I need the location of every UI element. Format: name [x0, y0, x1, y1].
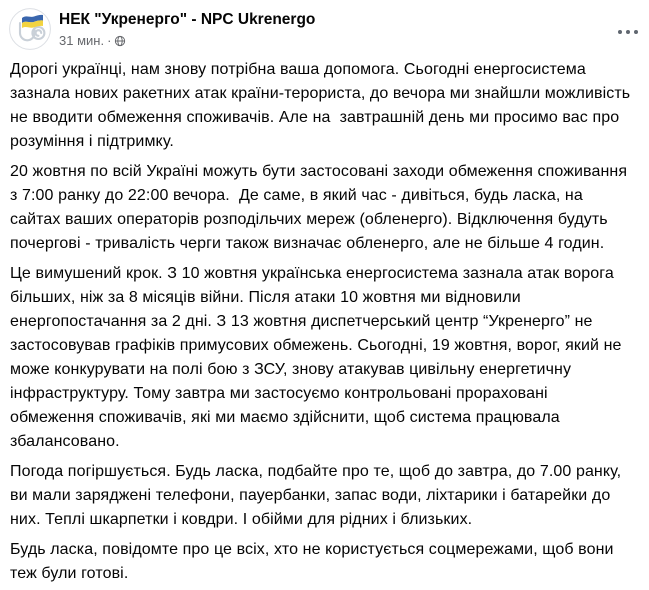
ukrenergo-logo-icon [9, 8, 51, 50]
post-paragraph: Погода погіршується. Будь ласка, подбайте про те, щоб до завтра, до 7.00 ранку, ви мали заряджені телефони, пауербанки, запас води, ліхтарики і батарейки до них. Теплі шкарпетки і ковдри. І обійми для рідних і близьких. [10, 463, 626, 528]
ellipsis-icon [618, 30, 622, 34]
author-name[interactable]: НЕК "Укренерго" - NPC Ukrenergo [59, 11, 316, 28]
post-paragraph: Будь ласка, повідомте про це всіх, хто не користується соцмережами, щоб вони теж були готові. [10, 541, 619, 582]
post-menu-button[interactable] [614, 24, 642, 40]
post-paragraph: 20 жовтня по всій Україні можуть бути застосовані заходи обмеження споживання з 7:00 ранку до 22:00 вечора. Де саме, в який час - дивіться, будь ласка, на сайтах ваших операторів розподільчих мереж (обленерго). Відключення будуть почергові - тривалість черги також визначає обленерго, але не більше 4 годин. [10, 163, 632, 252]
globe-icon [114, 35, 126, 47]
avatar[interactable] [9, 8, 51, 50]
timestamp[interactable]: 31 мин. [59, 33, 105, 48]
post-header [0, 0, 649, 54]
post-subline [59, 32, 315, 49]
post-paragraph: Це вимушений крок. З 10 жовтня українська енергосистема зазнала атак ворога більших, ніж за 8 місяців війни. Після атаки 10 жовтня ми відновили енергопостачання за 2 дні. З 13 жовтня диспетчерський центр “Укренерго” не застосовував графіків примусових обмежень. Сьогодні, 19 жовтня, ворог, який не може конкурувати на полі бою з ЗСУ, знову атакував цивільну енергетичну інфраструктуру. Тому завтра ми застосуємо контрольовані прораховані обмеження споживачів, які ми маємо здійснити, щоб система працювала збалансовано. [10, 265, 627, 450]
separator-dot: · [107, 33, 112, 48]
post-meta [59, 8, 315, 49]
post-body [0, 54, 649, 586]
post-paragraph: Дорогі українці, нам знову потрібна ваша допомога. Сьогодні енергосистема зазнала нових ракетних атак країни-терориста, до вечора ми знайшли можливість не вводити обмеження споживачів. Але на завтрашній день ми просимо вас про розуміння і підтримку. [10, 61, 635, 150]
